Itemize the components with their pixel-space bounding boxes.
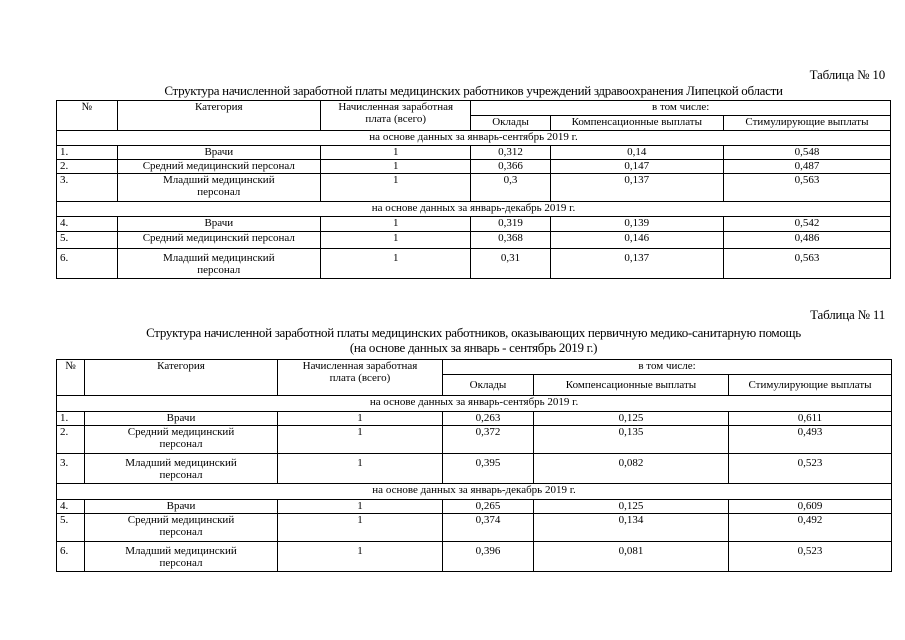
salary-structure-table-11: [56, 359, 892, 572]
table-row: 4. Врачи 1 0,319 0,139 0,542: [57, 217, 891, 232]
table-row: 2. Средний медицинский персонал 1 0,366 0,147 0,487: [57, 160, 891, 174]
table-row: 5. Средний медицинский персонал 1 0,374 0,134 0,492: [57, 514, 892, 542]
table-row: 1. Врачи 1 0,263 0,125 0,611: [57, 412, 892, 426]
header-category: Категория: [85, 360, 278, 396]
section-label: на основе данных за январь-декабрь 2019 г.: [57, 484, 892, 500]
header-compensation: Компенсационные выплаты: [550, 116, 723, 131]
table-row: 3. Младший медицинский персонал 1 0,3 0,137 0,563: [57, 174, 891, 202]
table-title: Структура начисленной заработной платы медицинских работников учреждений здравоохранения Липецкой области: [164, 83, 783, 98]
table-row: 4. Врачи 1 0,265 0,125 0,609: [57, 500, 892, 514]
table-row: 6. Младший медицинский персонал 1 0,31 0,137 0,563: [57, 249, 891, 279]
table-row: 5. Средний медицинский персонал 1 0,368 0,146 0,486: [57, 232, 891, 249]
table-row: 3. Младший медицинский персонал 1 0,395 0,082 0,523: [57, 454, 892, 484]
table-row: 2. Средний медицинский персонал 1 0,372 0,135 0,493: [57, 426, 892, 454]
header-incentive: Стимулирующие выплаты: [723, 116, 890, 131]
header-including: в том числе:: [443, 360, 892, 375]
table-title: Структура начисленной заработной платы медицинских работников, оказывающих первичную медико-санитарную помощь (на основе данных за январь - сентябрь 2019 г.): [146, 325, 801, 355]
header-num: №: [57, 101, 118, 131]
header-incentive: Стимулирующие выплаты: [729, 375, 892, 396]
table-row: 6. Младший медицинский персонал 1 0,396 0,081 0,523: [57, 542, 892, 572]
header-category: Категория: [117, 101, 321, 131]
section-label: на основе данных за январь-сентябрь 2019 г.: [57, 396, 892, 412]
table-number: Таблица № 11: [810, 307, 885, 322]
header-total: Начисленная заработная плата (всего): [321, 101, 471, 131]
header-compensation: Компенсационные выплаты: [534, 375, 729, 396]
section-label: на основе данных за январь-сентябрь 2019 г.: [57, 131, 891, 146]
header-total: Начисленная заработная плата (всего): [278, 360, 443, 396]
table-number: Таблица № 10: [809, 67, 885, 82]
salary-structure-table-10: [56, 100, 891, 279]
section-label: на основе данных за январь-декабрь 2019 г.: [57, 202, 891, 217]
header-num: №: [57, 360, 85, 396]
header-salary: Оклады: [443, 375, 534, 396]
header-including: в том числе:: [471, 101, 891, 116]
table-row: 1. Врачи 1 0,312 0,14 0,548: [57, 146, 891, 160]
header-salary: Оклады: [471, 116, 550, 131]
